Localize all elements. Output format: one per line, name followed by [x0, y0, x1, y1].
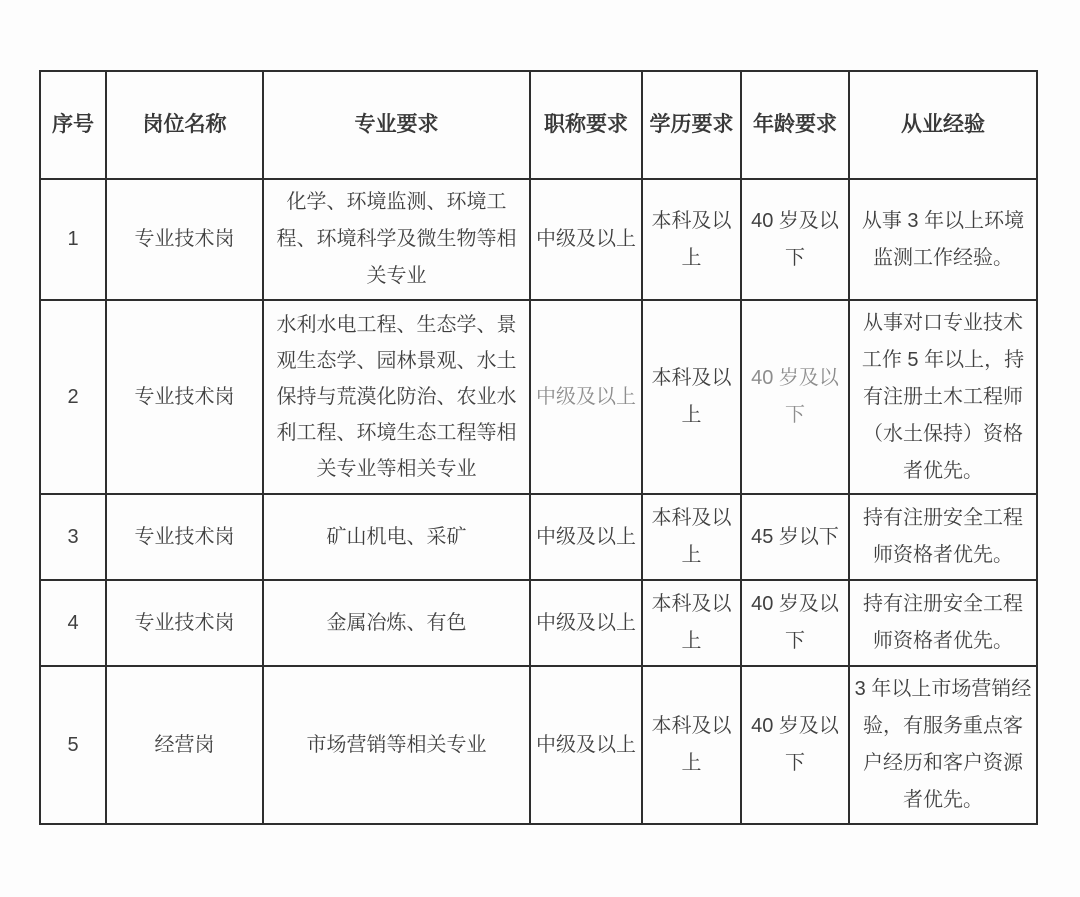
table-row — [40, 179, 1037, 300]
cell-age-requirement: 40 岁及以下 — [741, 179, 849, 300]
cell-education-requirement: 本科及以上 — [642, 179, 741, 300]
cell-serial-number: 5 — [40, 666, 106, 824]
cell-education-requirement: 本科及以上 — [642, 666, 741, 824]
table-row — [40, 300, 1037, 494]
cell-major-requirement: 市场营销等相关专业 — [263, 666, 530, 824]
cell-major-requirement: 化学、环境监测、环境工程、环境科学及微生物等相关专业 — [263, 179, 530, 300]
cell-age-requirement: 40 岁及以下 — [741, 300, 849, 494]
cell-title-requirement: 中级及以上 — [530, 300, 642, 494]
header-education-requirement: 学历要求 — [642, 71, 741, 179]
recruitment-positions-table — [39, 70, 1038, 825]
header-age-requirement: 年龄要求 — [741, 71, 849, 179]
table-row — [40, 580, 1037, 666]
cell-position-name: 专业技术岗 — [106, 494, 263, 580]
cell-title-requirement: 中级及以上 — [530, 580, 642, 666]
table-row — [40, 494, 1037, 580]
cell-major-requirement: 水利水电工程、生态学、景观生态学、园林景观、水土保持与荒漠化防治、农业水利工程、环境生态工程等相关专业等相关专业 — [263, 300, 530, 494]
header-work-experience: 从业经验 — [849, 71, 1037, 179]
cell-work-experience: 3 年以上市场营销经验，有服务重点客户经历和客户资源者优先。 — [849, 666, 1037, 824]
cell-age-requirement: 40 岁及以下 — [741, 666, 849, 824]
cell-position-name: 专业技术岗 — [106, 179, 263, 300]
cell-serial-number: 1 — [40, 179, 106, 300]
cell-position-name: 经营岗 — [106, 666, 263, 824]
cell-serial-number: 3 — [40, 494, 106, 580]
cell-education-requirement: 本科及以上 — [642, 580, 741, 666]
cell-serial-number: 4 — [40, 580, 106, 666]
cell-title-requirement: 中级及以上 — [530, 179, 642, 300]
header-serial-number: 序号 — [40, 71, 106, 179]
cell-major-requirement: 金属冶炼、有色 — [263, 580, 530, 666]
cell-work-experience: 持有注册安全工程师资格者优先。 — [849, 580, 1037, 666]
table-header-row — [40, 71, 1037, 179]
header-position-name: 岗位名称 — [106, 71, 263, 179]
cell-major-requirement: 矿山机电、采矿 — [263, 494, 530, 580]
cell-position-name: 专业技术岗 — [106, 300, 263, 494]
header-major-requirement: 专业要求 — [263, 71, 530, 179]
header-title-requirement: 职称要求 — [530, 71, 642, 179]
cell-position-name: 专业技术岗 — [106, 580, 263, 666]
cell-education-requirement: 本科及以上 — [642, 494, 741, 580]
table-row — [40, 666, 1037, 824]
cell-title-requirement: 中级及以上 — [530, 494, 642, 580]
cell-work-experience: 持有注册安全工程师资格者优先。 — [849, 494, 1037, 580]
cell-work-experience: 从事 3 年以上环境监测工作经验。 — [849, 179, 1037, 300]
cell-age-requirement: 40 岁及以下 — [741, 580, 849, 666]
cell-education-requirement: 本科及以上 — [642, 300, 741, 494]
cell-work-experience: 从事对口专业技术工作 5 年以上，持有注册土木工程师（水土保持）资格者优先。 — [849, 300, 1037, 494]
cell-title-requirement: 中级及以上 — [530, 666, 642, 824]
cell-age-requirement: 45 岁以下 — [741, 494, 849, 580]
cell-serial-number: 2 — [40, 300, 106, 494]
